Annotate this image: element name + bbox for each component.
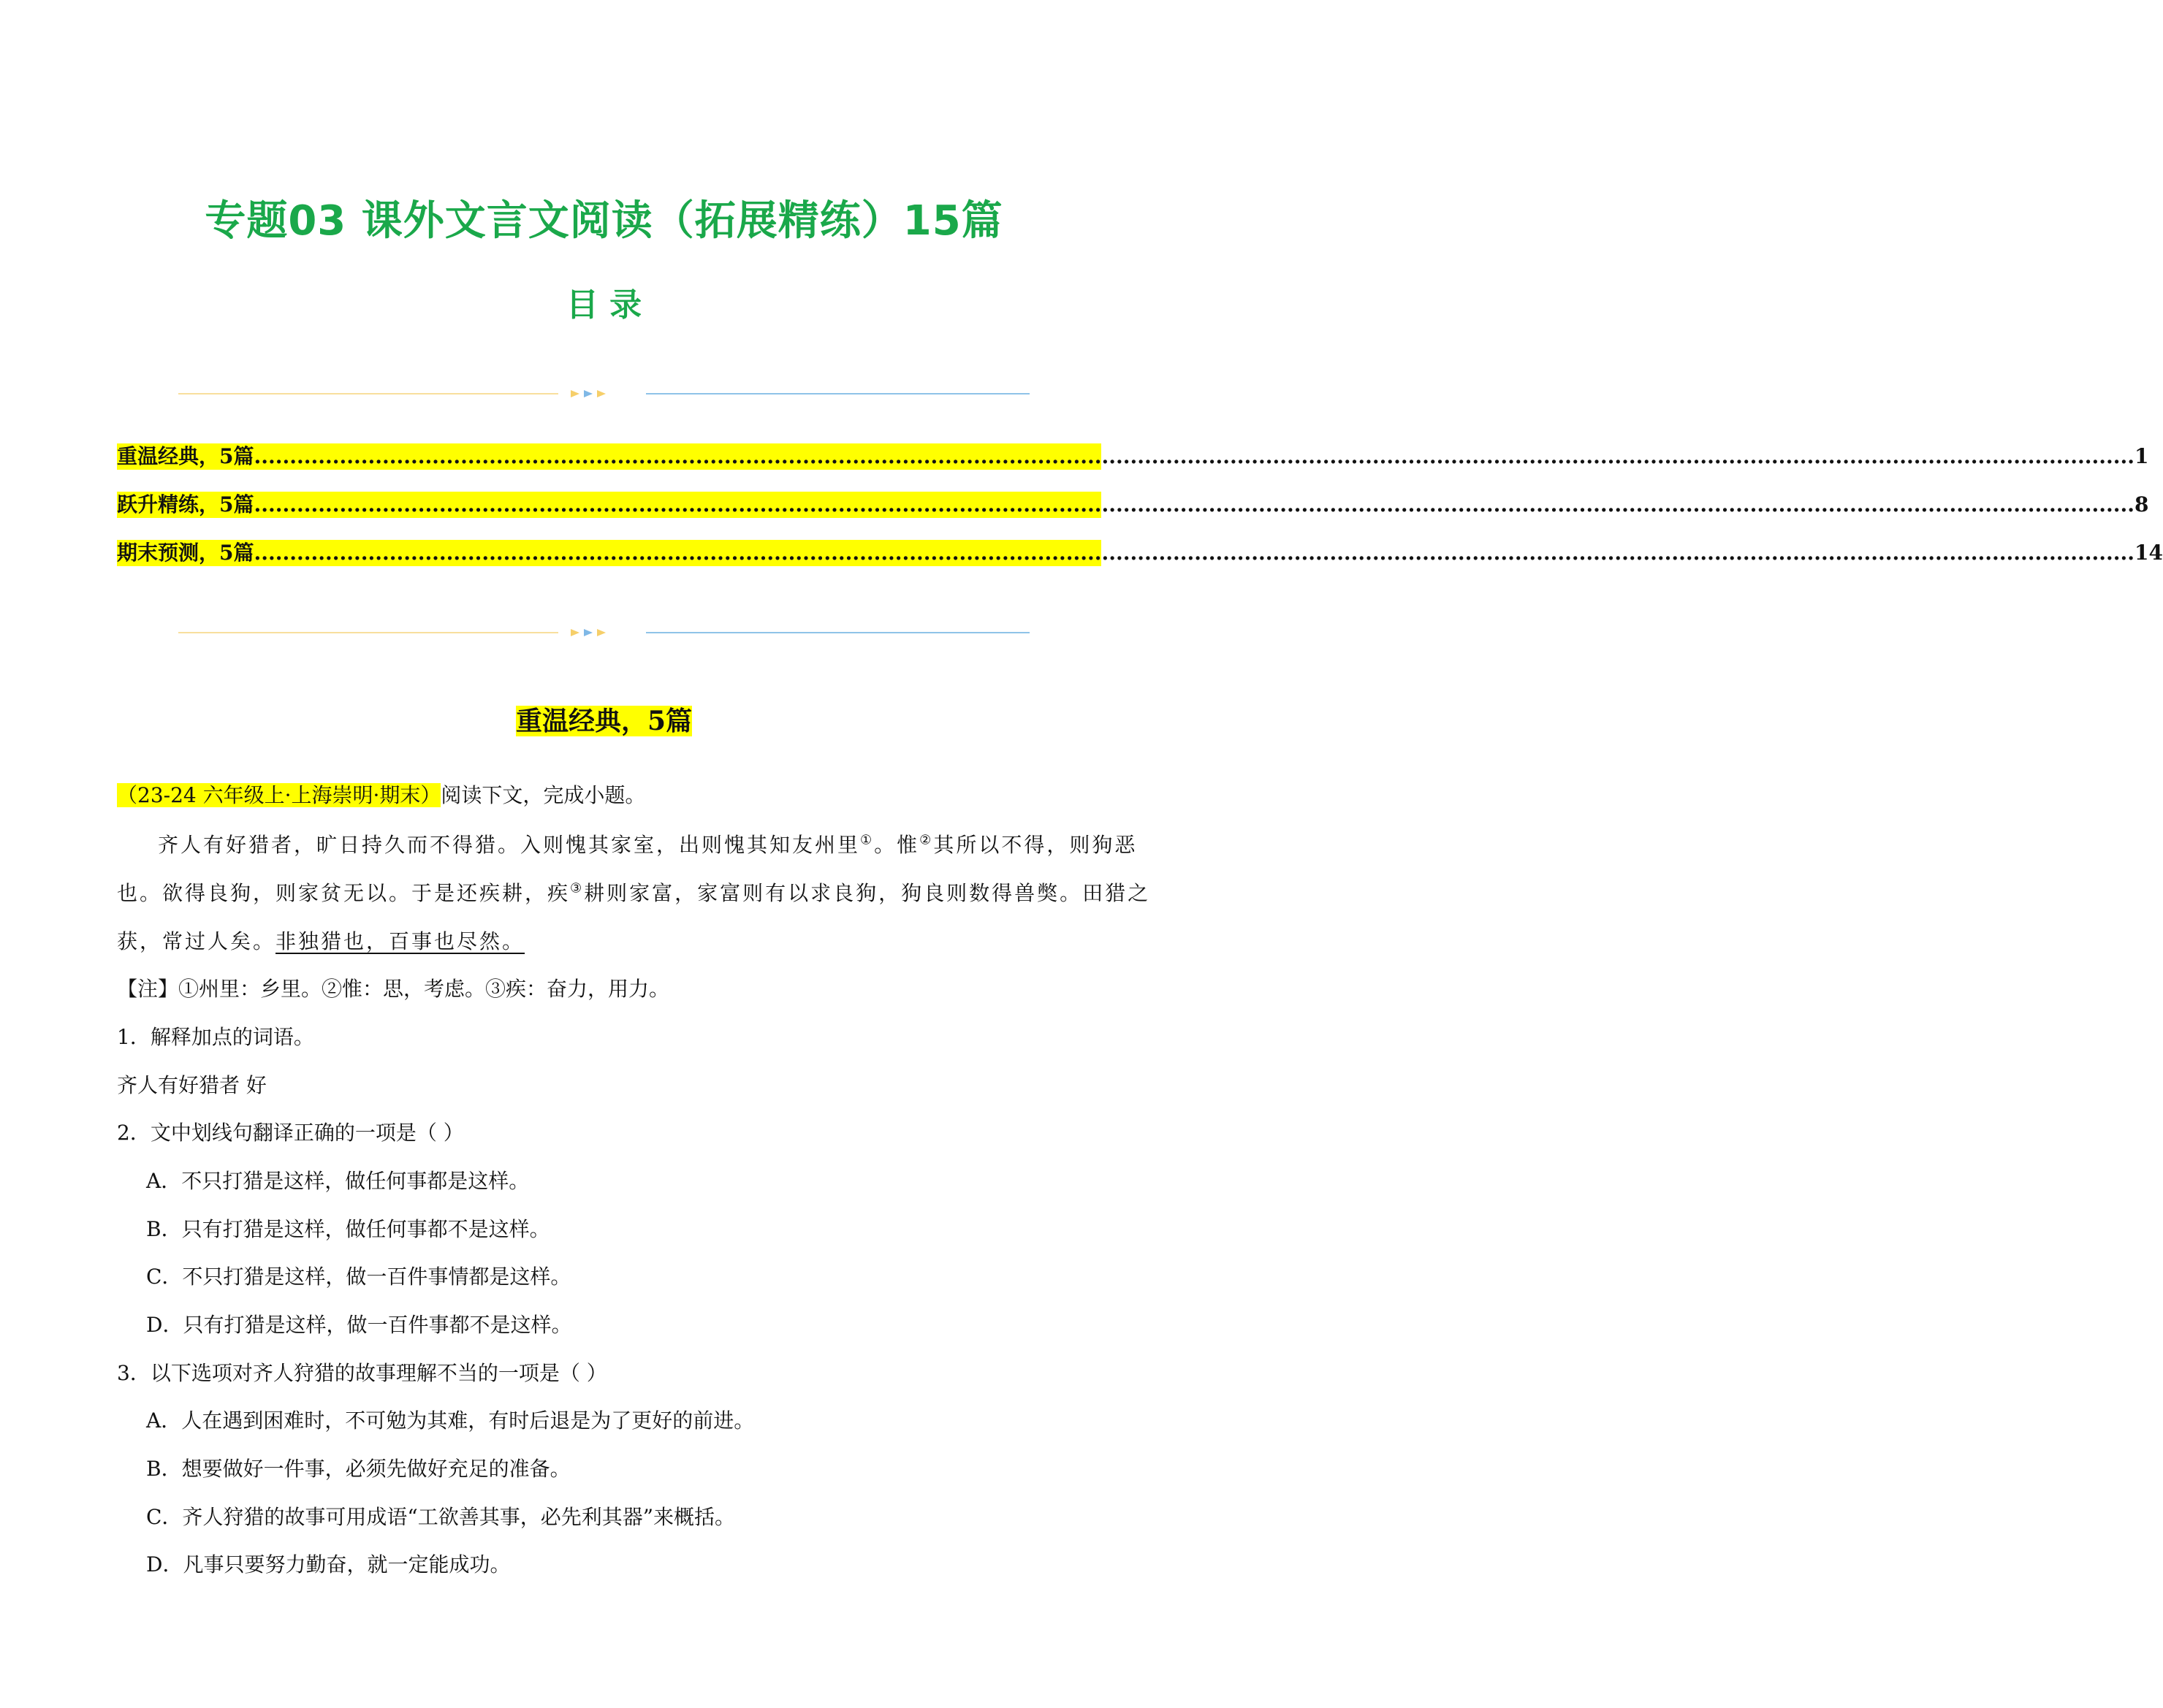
instruction-text: 阅读下文，完成小题。 xyxy=(441,783,646,807)
section-heading xyxy=(0,703,1208,739)
question-3-stem: 3．以下选项对齐人狩猎的故事理解不当的一项是（ ） xyxy=(117,1361,607,1385)
passage-text: 齐人有好猎者，旷日持久而不得猎。入则愧其家室，出则愧其知友州里 xyxy=(158,833,861,857)
question-2-stem: 2．文中划线句翻译正确的一项是（ ） xyxy=(117,1121,464,1145)
footnote-marker: ① xyxy=(860,832,875,848)
question-2-option-a[interactable]: A．不只打猎是这样，做任何事都是这样。 xyxy=(146,1169,530,1193)
passage-text: 。惟 xyxy=(874,833,920,857)
question-source-line xyxy=(117,781,645,810)
passage-text: 获，常过人矣。 xyxy=(117,929,276,953)
toc-entry-3[interactable] xyxy=(117,540,2163,566)
toc-entry-2[interactable] xyxy=(117,492,2149,518)
passage-line-3 xyxy=(117,927,525,956)
passage-text: 也。欲得良狗，则家贫无以。于是还疾耕，疾 xyxy=(117,881,571,905)
toc-entry-label: 期末预测，5篇 xyxy=(117,541,254,565)
footnotes: 【注】①州里：乡里。②惟：思，考虑。③疾：奋力，用力。 xyxy=(117,977,670,1001)
divider-line-right xyxy=(646,632,1030,633)
question-1-item: 齐人有好猎者 好 xyxy=(117,1073,267,1097)
toc-entry-page: 8 xyxy=(2134,492,2149,516)
passage-line-2 xyxy=(117,879,1150,908)
decorative-divider-bottom xyxy=(178,625,1030,640)
passage-text: 耕则家富，家富则有以求良狗，狗良则数得兽獘。田猎之 xyxy=(584,881,1151,905)
toc-entry-label: 重温经典，5篇 xyxy=(117,444,254,468)
question-3-option-a[interactable]: A．人在遇到困难时，不可勉为其难，有时后退是为了更好的前进。 xyxy=(146,1408,755,1433)
question-3-option-d[interactable]: D．凡事只要努力勤奋，就一定能成功。 xyxy=(146,1552,511,1577)
source-tag: （23-24 六年级上·上海崇明·期末） xyxy=(117,783,441,807)
footnote-marker: ② xyxy=(919,832,934,848)
question-1-stem: 1．解释加点的词语。 xyxy=(117,1025,314,1049)
triple-arrow-icon xyxy=(571,625,636,640)
passage-text: 其所以不得，则狗恶 xyxy=(933,833,1138,857)
document-title: 专题03 课外文言文阅读（拓展精练）15篇 xyxy=(205,197,1003,245)
toc-leader-dots: ........................................................................................................................................................................................................................................................................ xyxy=(254,541,2135,565)
underlined-sentence: 非独猎也，百事也尽然。 xyxy=(275,929,525,953)
question-2-option-b[interactable]: B．只有打猎是这样，做任何事都不是这样。 xyxy=(146,1217,550,1241)
question-3-option-c[interactable]: C．齐人狩猎的故事可用成语“工欲善其事，必先利其器”来概括。 xyxy=(146,1505,736,1529)
toc-entry-label: 跃升精练，5篇 xyxy=(117,492,254,516)
footnote-marker: ③ xyxy=(570,880,585,896)
toc-title: 目 录 xyxy=(566,286,642,324)
question-2-option-d[interactable]: D．只有打猎是这样，做一百件事都不是这样。 xyxy=(146,1313,572,1337)
question-3-option-b[interactable]: B．想要做好一件事，必须先做好充足的准备。 xyxy=(146,1457,571,1481)
question-2-option-c[interactable]: C．不只打猎是这样，做一百件事情都是这样。 xyxy=(146,1265,571,1289)
triple-arrow-icon xyxy=(571,386,636,401)
toc-leader-dots: ........................................................................................................................................................................................................................................................................ xyxy=(254,492,2135,516)
divider-line-left xyxy=(178,632,558,633)
toc-entry-page: 14 xyxy=(2134,541,2163,565)
section-heading-text: 重温经典，5篇 xyxy=(515,706,693,736)
divider-line-right xyxy=(646,393,1030,394)
decorative-divider-top xyxy=(178,386,1030,401)
toc-leader-dots: ........................................................................................................................................................................................................................................................................ xyxy=(254,444,2135,468)
divider-line-left xyxy=(178,393,558,394)
toc-entry-1[interactable] xyxy=(117,443,2149,470)
passage-line-1 xyxy=(158,831,1137,860)
toc-entry-page: 1 xyxy=(2134,444,2149,468)
